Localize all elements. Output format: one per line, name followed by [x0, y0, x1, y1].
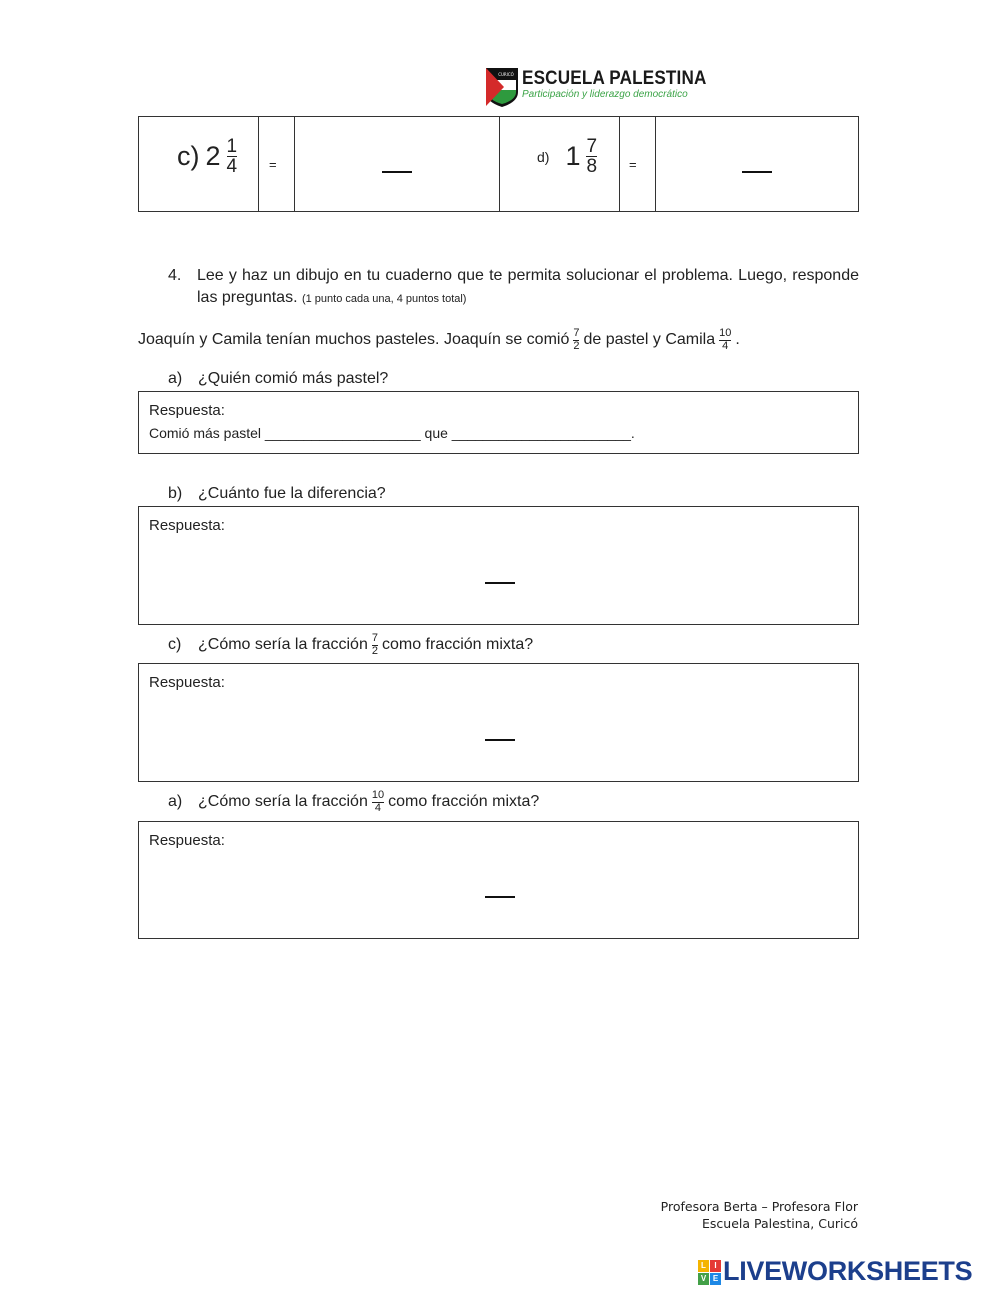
question-c: c) ¿Cómo sería la fracción 7 2 como fracción mixta?: [168, 632, 534, 657]
question-d: a) ¿Cómo sería la fracción 10 4 como fracción mixta?: [168, 789, 540, 814]
answer-fill-in[interactable]: Comió más pastel ____________________ que _______________________.: [149, 425, 635, 441]
mixed-number-d: d) 1 $\frac{7}{8}$: [537, 136, 598, 177]
answer-blank-d[interactable]: [742, 171, 772, 173]
fraction-seven-halves: 7 2: [371, 632, 378, 657]
shield-icon: [484, 66, 520, 108]
answer-label: Respuesta:: [149, 402, 225, 419]
answer-blank-d2[interactable]: [485, 896, 515, 898]
answer-blank-c[interactable]: [382, 171, 412, 173]
question-4-points: (1 punto cada una, 4 puntos total): [301, 293, 467, 305]
conversion-table: [138, 116, 859, 212]
answer-blank-c2[interactable]: [485, 739, 515, 741]
equals-sign-c: =: [269, 157, 277, 172]
fraction-ten-fourths: 10 4: [371, 789, 385, 814]
footer-credits: Profesora Berta – Profesora Flor Escuela Palestina, Curicó: [660, 1199, 858, 1231]
answer-box-d[interactable]: [138, 821, 859, 939]
mixed-number-c: c) 2 $\frac{1}{4}$: [177, 136, 238, 177]
equals-sign-d: =: [629, 157, 637, 172]
fraction-d: $\frac{7}{8}$: [586, 136, 598, 177]
logo-title: ESCUELA PALESTINA: [522, 68, 707, 89]
answer-label: Respuesta:: [149, 832, 225, 849]
problem-statement: Joaquín y Camila tenían muchos pasteles. Joaquín se comió 7 2 de pastel y Camila 10 4 .: [138, 327, 740, 352]
fraction-ten-fourths: 10 4: [719, 327, 732, 352]
answer-blank-b[interactable]: [485, 582, 515, 584]
answer-box-c[interactable]: [138, 663, 859, 782]
liveworksheets-wordmark: LIVEWORKSHEETS: [723, 1256, 973, 1286]
fraction-c: $\frac{1}{4}$: [226, 136, 238, 177]
question-a: a) ¿Quién comió más pastel?: [168, 370, 389, 387]
question-4-text: Lee y haz un dibujo en tu cuaderno que te permita solucionar el problema. Luego, responde las preguntas.: [197, 267, 859, 306]
svg-text:CURICÓ: CURICÓ: [498, 72, 514, 77]
answer-box-a[interactable]: [138, 391, 859, 454]
liveworksheets-logo[interactable]: [698, 1256, 972, 1287]
liveworksheets-icon: L I V E: [698, 1260, 720, 1284]
logo-subtitle: Participación y liderazgo democrático: [522, 89, 688, 100]
answer-box-b[interactable]: [138, 506, 859, 625]
school-logo: [484, 66, 707, 110]
answer-label: Respuesta:: [149, 674, 225, 691]
question-b: b) ¿Cuánto fue la diferencia?: [168, 485, 386, 502]
answer-label: Respuesta:: [149, 517, 225, 534]
fraction-seven-halves: 7 2: [573, 327, 580, 352]
